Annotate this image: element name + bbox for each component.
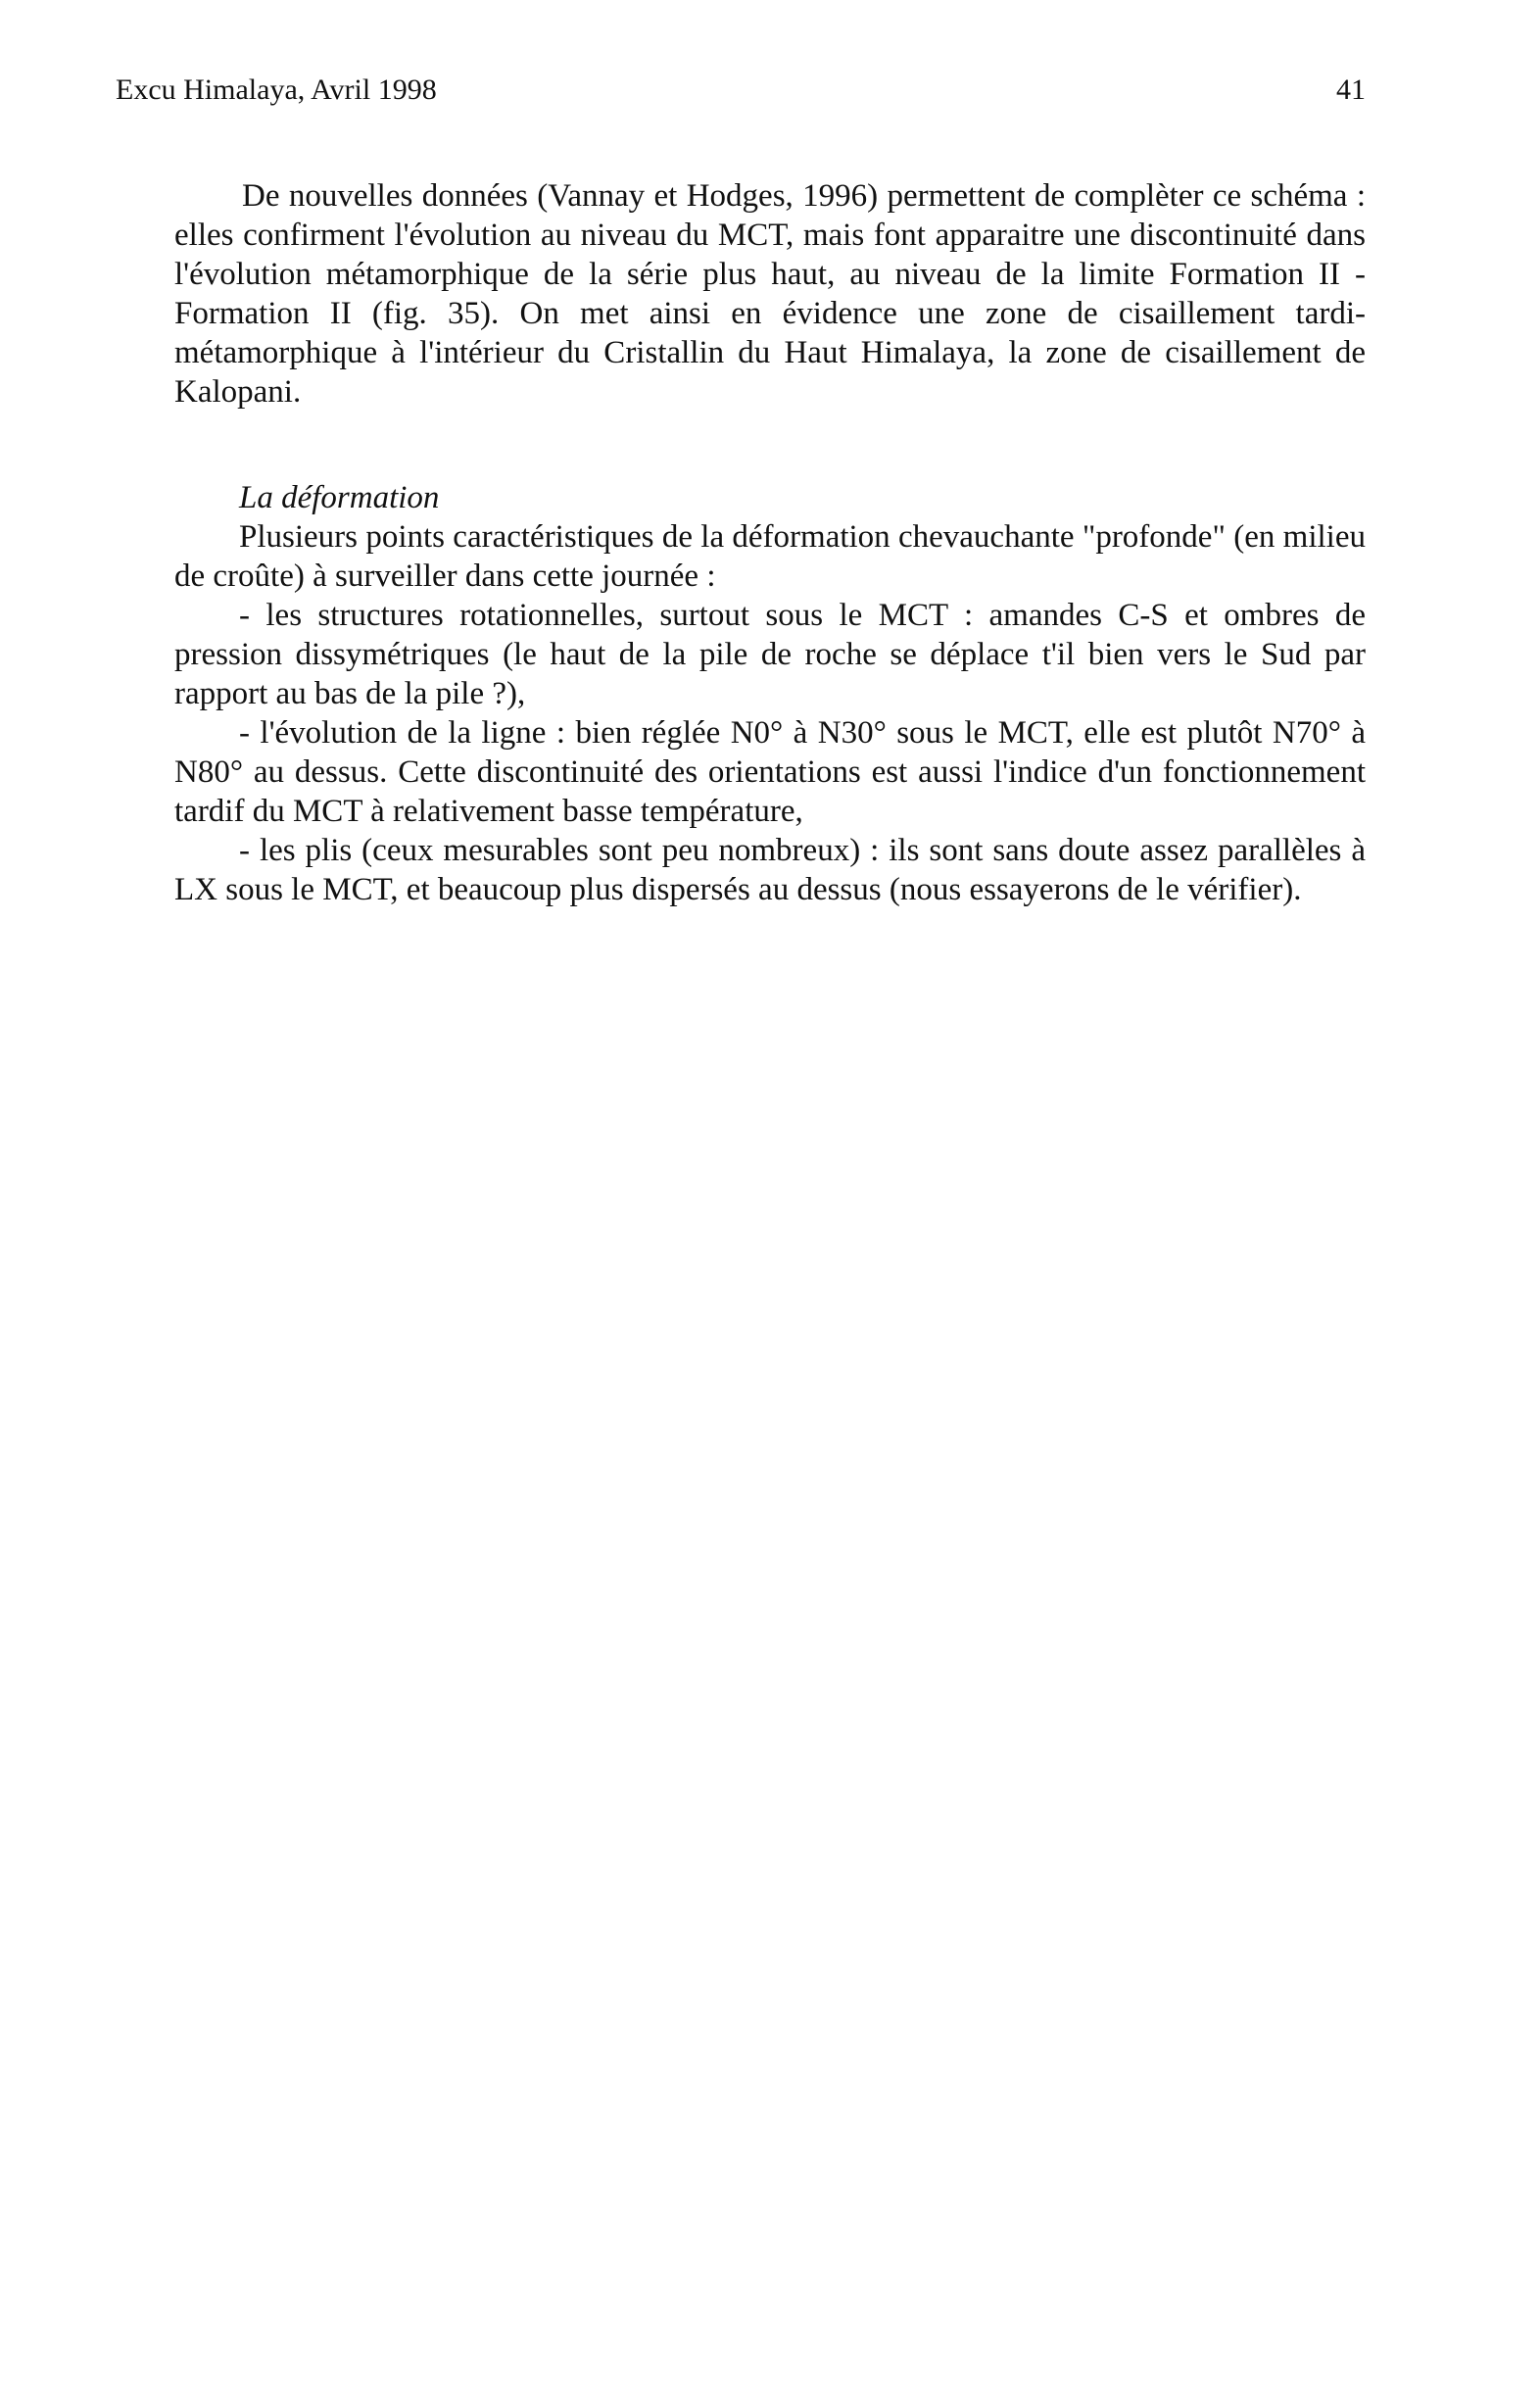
list-item-rotational-structures: - les structures rotationnelles, surtout sous le MCT : amandes C-S et ombres de pression dissymétriques (le haut de la pile de roche se déplace t'il bien vers le Sud par rapport au bas de la pile ?), <box>174 598 1366 711</box>
page-header <box>116 71 1370 110</box>
section-intro: Plusieurs points caractéristiques de la déformation chevauchante "profonde" (en milieu de croûte) à surveiller dans cette journée : <box>174 519 1366 594</box>
section-deformation-heading <box>239 478 1366 517</box>
paragraph-new-data: De nouvelles données (Vannay et Hodges, 1996) permettent de complèter ce schéma : elles confirment l'évolution au niveau du MCT, mais font apparaitre une discontinuité dans l'évolution métamorphique de la série plus haut, au niveau de la limite Formation II - Formation II (fig. 35). On met ainsi en évidence une zone de cisaillement tardi-métamorphique à l'intérieur du Cristallin du Haut Himalaya, la zone de cisaillement de Kalopani. <box>174 178 1366 410</box>
list-item-folds: - les plis (ceux mesurables sont peu nombreux) : ils sont sans doute assez parallèles à LX sous le MCT, et beaucoup plus dispersés au dessus (nous essayerons de le vérifier). <box>174 833 1366 907</box>
list-item-lineation: - l'évolution de la ligne : bien réglée N0° à N30° sous le MCT, elle est plutôt N70° à N80° au dessus. Cette discontinuité des orientations est aussi l'indice d'un fonctionnement tardif du MCT à relativement basse température, <box>174 715 1366 829</box>
running-title: Excu Himalaya, Avril 1998 <box>116 73 437 106</box>
section-title: La déformation <box>239 480 440 515</box>
page-number: 41 <box>1336 73 1366 106</box>
